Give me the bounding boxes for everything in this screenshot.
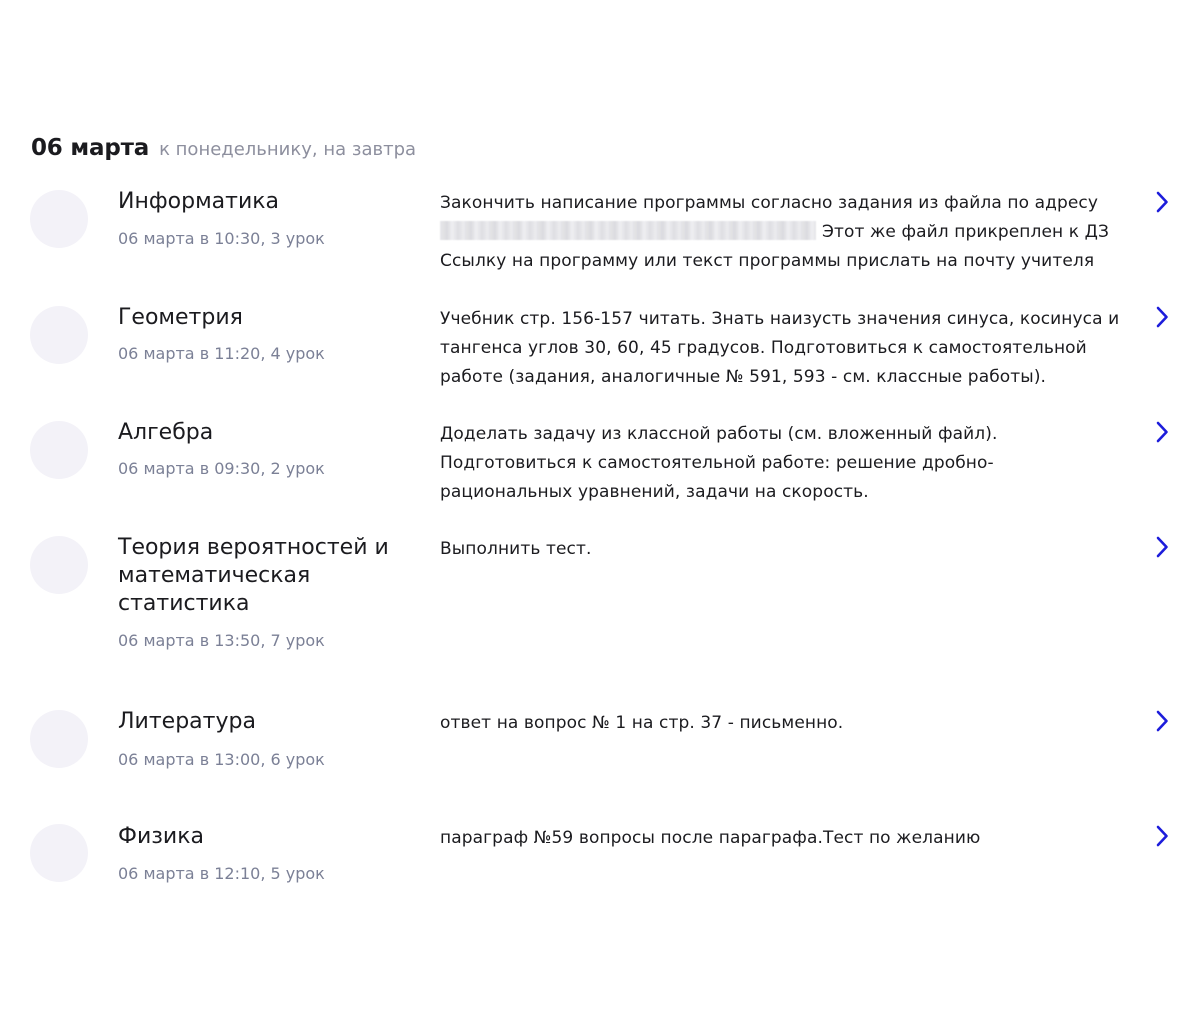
- subject-avatar: [30, 710, 88, 768]
- lesson-time: 06 марта в 12:10, 5 урок: [118, 864, 325, 883]
- subject-avatar: [30, 421, 88, 479]
- chevron-right-icon[interactable]: [1150, 190, 1174, 214]
- homework-text: [440, 535, 1140, 564]
- day-header: [31, 135, 416, 161]
- lesson-time: 06 марта в 13:00, 6 урок: [118, 750, 325, 769]
- homework-line-text: Этот же файл прикреплен к ДЗ: [822, 222, 1110, 242]
- lesson-time: 06 марта в 09:30, 2 урок: [118, 459, 325, 478]
- chevron-right-icon[interactable]: [1150, 420, 1174, 444]
- lesson-time: 06 марта в 11:20, 4 урок: [118, 344, 325, 363]
- lesson-time: 06 марта в 10:30, 3 урок: [118, 229, 325, 248]
- subject-title-line: статистика: [118, 591, 250, 616]
- chevron-right-icon[interactable]: [1150, 305, 1174, 329]
- redacted-link: [440, 221, 816, 240]
- lesson-time: 06 марта в 13:50, 7 урок: [118, 631, 325, 650]
- subject-title: Информатика: [118, 189, 280, 214]
- homework-line: Подготовиться к самостоятельной работе: решение дробно-: [440, 453, 994, 473]
- homework-line: Выполнить тест.: [440, 539, 592, 559]
- homework-line: Доделать задачу из классной работы (см. вложенный файл).: [440, 424, 998, 444]
- homework-line: Ссылку на программу или текст программы прислать на почту учителя: [440, 251, 1095, 271]
- homework-line: работе (задания, аналогичные № 591, 593 - см. классные работы).: [440, 367, 1047, 387]
- homework-text: [440, 709, 1140, 738]
- homework-line: ответ на вопрос № 1 на стр. 37 - письменно.: [440, 713, 844, 733]
- subject-title: Литература: [118, 709, 256, 734]
- subject-title-line: математическая: [118, 563, 311, 588]
- homework-line: [440, 218, 1140, 247]
- subject-title: Физика: [118, 824, 205, 849]
- homework-text: [440, 189, 1140, 276]
- homework-text: [440, 824, 1140, 853]
- homework-line: Учебник стр. 156-157 читать. Знать наизусть значения синуса, косинуса и: [440, 309, 1120, 329]
- day-subtitle: к понедельнику, на завтра: [159, 139, 417, 160]
- subject-title: [118, 534, 418, 618]
- chevron-right-icon[interactable]: [1150, 824, 1174, 848]
- homework-line: Закончить написание программы согласно задания из файла по адресу: [440, 193, 1099, 213]
- day-date: 06 марта: [31, 135, 150, 161]
- subject-avatar: [30, 306, 88, 364]
- homework-text: [440, 420, 1140, 507]
- subject-avatar: [30, 190, 88, 248]
- homework-line: параграф №59 вопросы после параграфа.Тест по желанию: [440, 828, 981, 848]
- subject-avatar: [30, 536, 88, 594]
- subject-title-line: Теория вероятностей и: [118, 535, 389, 560]
- chevron-right-icon[interactable]: [1150, 535, 1174, 559]
- subject-title: Геометрия: [118, 305, 243, 330]
- subject-avatar: [30, 824, 88, 882]
- chevron-right-icon[interactable]: [1150, 709, 1174, 733]
- homework-line: рациональных уравнений, задачи на скорость.: [440, 482, 869, 502]
- homework-line: тангенса углов 30, 60, 45 градусов. Подготовиться к самостоятельной: [440, 338, 1087, 358]
- homework-text: [440, 305, 1140, 392]
- subject-title: Алгебра: [118, 420, 214, 445]
